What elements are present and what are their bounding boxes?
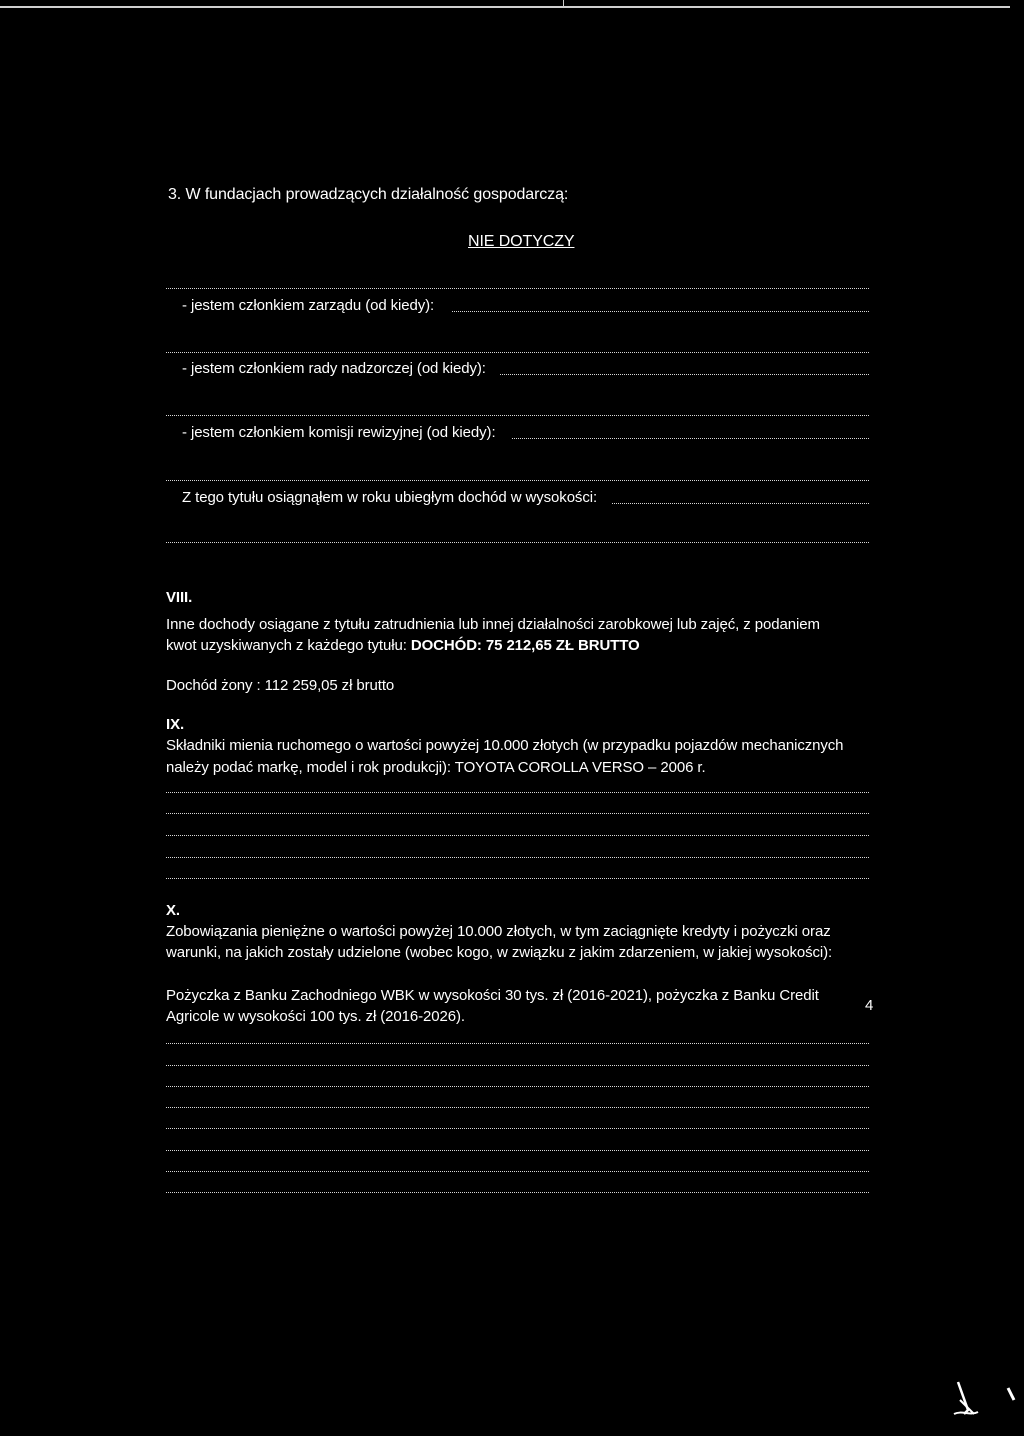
section10-number: X. bbox=[166, 902, 180, 919]
section8-line2 bbox=[166, 637, 640, 655]
dotted-line bbox=[166, 1150, 869, 1151]
dotted-line bbox=[166, 1107, 869, 1108]
section8-income-value: DOCHÓD: 75 212,65 ZŁ BRUTTO bbox=[410, 637, 640, 654]
dotted-line bbox=[166, 415, 869, 416]
dotted-line bbox=[166, 542, 869, 543]
page-number: 4 bbox=[865, 997, 874, 1014]
dotted-line bbox=[166, 480, 869, 481]
dotted-line bbox=[166, 878, 869, 879]
not-applicable-label: NIE DOTYCZY bbox=[468, 233, 575, 250]
income-fill bbox=[612, 503, 869, 504]
section10-answer2: Agricole w wysokości 100 tys. zł (2016-2026). bbox=[166, 1008, 465, 1025]
dotted-line bbox=[166, 1171, 869, 1172]
section3-heading: 3. W fundacjach prowadzących działalność gospodarczą: bbox=[168, 186, 569, 203]
dotted-line bbox=[166, 792, 869, 793]
board-member-fill bbox=[452, 311, 869, 312]
dotted-line bbox=[166, 835, 869, 836]
section9-line2: należy podać markę, model i rok produkcji): TOYOTA COROLLA VERSO – 2006 r. bbox=[166, 759, 706, 776]
signature-mark bbox=[950, 1380, 1020, 1420]
spouse-income: Dochód żony : 112 259,05 zł brutto bbox=[166, 677, 395, 694]
section9-number: IX. bbox=[166, 716, 185, 733]
section10-line2: warunki, na jakich zostały udzielone (wobec kogo, w związku z jakim zdarzeniem, w jakiej wysokości): bbox=[166, 944, 833, 961]
section10-answer1: Pożyczka z Banku Zachodniego WBK w wysokości 30 tys. zł (2016-2021), pożyczka z Banku Credit bbox=[166, 987, 819, 1004]
section8-line2-prefix: kwot uzyskiwanych z każdego tytułu: bbox=[166, 637, 407, 654]
dotted-line bbox=[166, 1043, 869, 1044]
board-member-field: - jestem członkiem zarządu (od kiedy): bbox=[182, 297, 435, 314]
section9-line1: Składniki mienia ruchomego o wartości powyżej 10.000 złotych (w przypadku pojazdów mechanicznych bbox=[166, 737, 844, 754]
dotted-line bbox=[166, 1065, 869, 1066]
income-field: Z tego tytułu osiągnąłem w roku ubiegłym dochód w wysokości: bbox=[182, 489, 598, 506]
supervisory-board-fill bbox=[500, 374, 869, 375]
top-border-line bbox=[0, 6, 1010, 8]
dotted-line bbox=[166, 1086, 869, 1087]
section8-number: VIII. bbox=[166, 589, 193, 606]
dotted-line bbox=[166, 813, 869, 814]
dotted-line bbox=[166, 1192, 869, 1193]
audit-committee-field: - jestem członkiem komisji rewizyjnej (od kiedy): bbox=[182, 424, 496, 441]
dotted-line bbox=[166, 1128, 869, 1129]
audit-committee-fill bbox=[512, 438, 869, 439]
section10-line1: Zobowiązania pieniężne o wartości powyżej 10.000 złotych, w tym zaciągnięte kredyty i pożyczki oraz bbox=[166, 923, 831, 940]
dotted-line bbox=[166, 857, 869, 858]
dotted-line bbox=[166, 288, 869, 289]
section8-line1: Inne dochody osiągane z tytułu zatrudnienia lub innej działalności zarobkowej lub zajęć, z podaniem bbox=[166, 616, 820, 633]
supervisory-board-field: - jestem członkiem rady nadzorczej (od kiedy): bbox=[182, 360, 486, 377]
top-border-tick bbox=[563, 0, 564, 8]
dotted-line bbox=[166, 352, 869, 353]
